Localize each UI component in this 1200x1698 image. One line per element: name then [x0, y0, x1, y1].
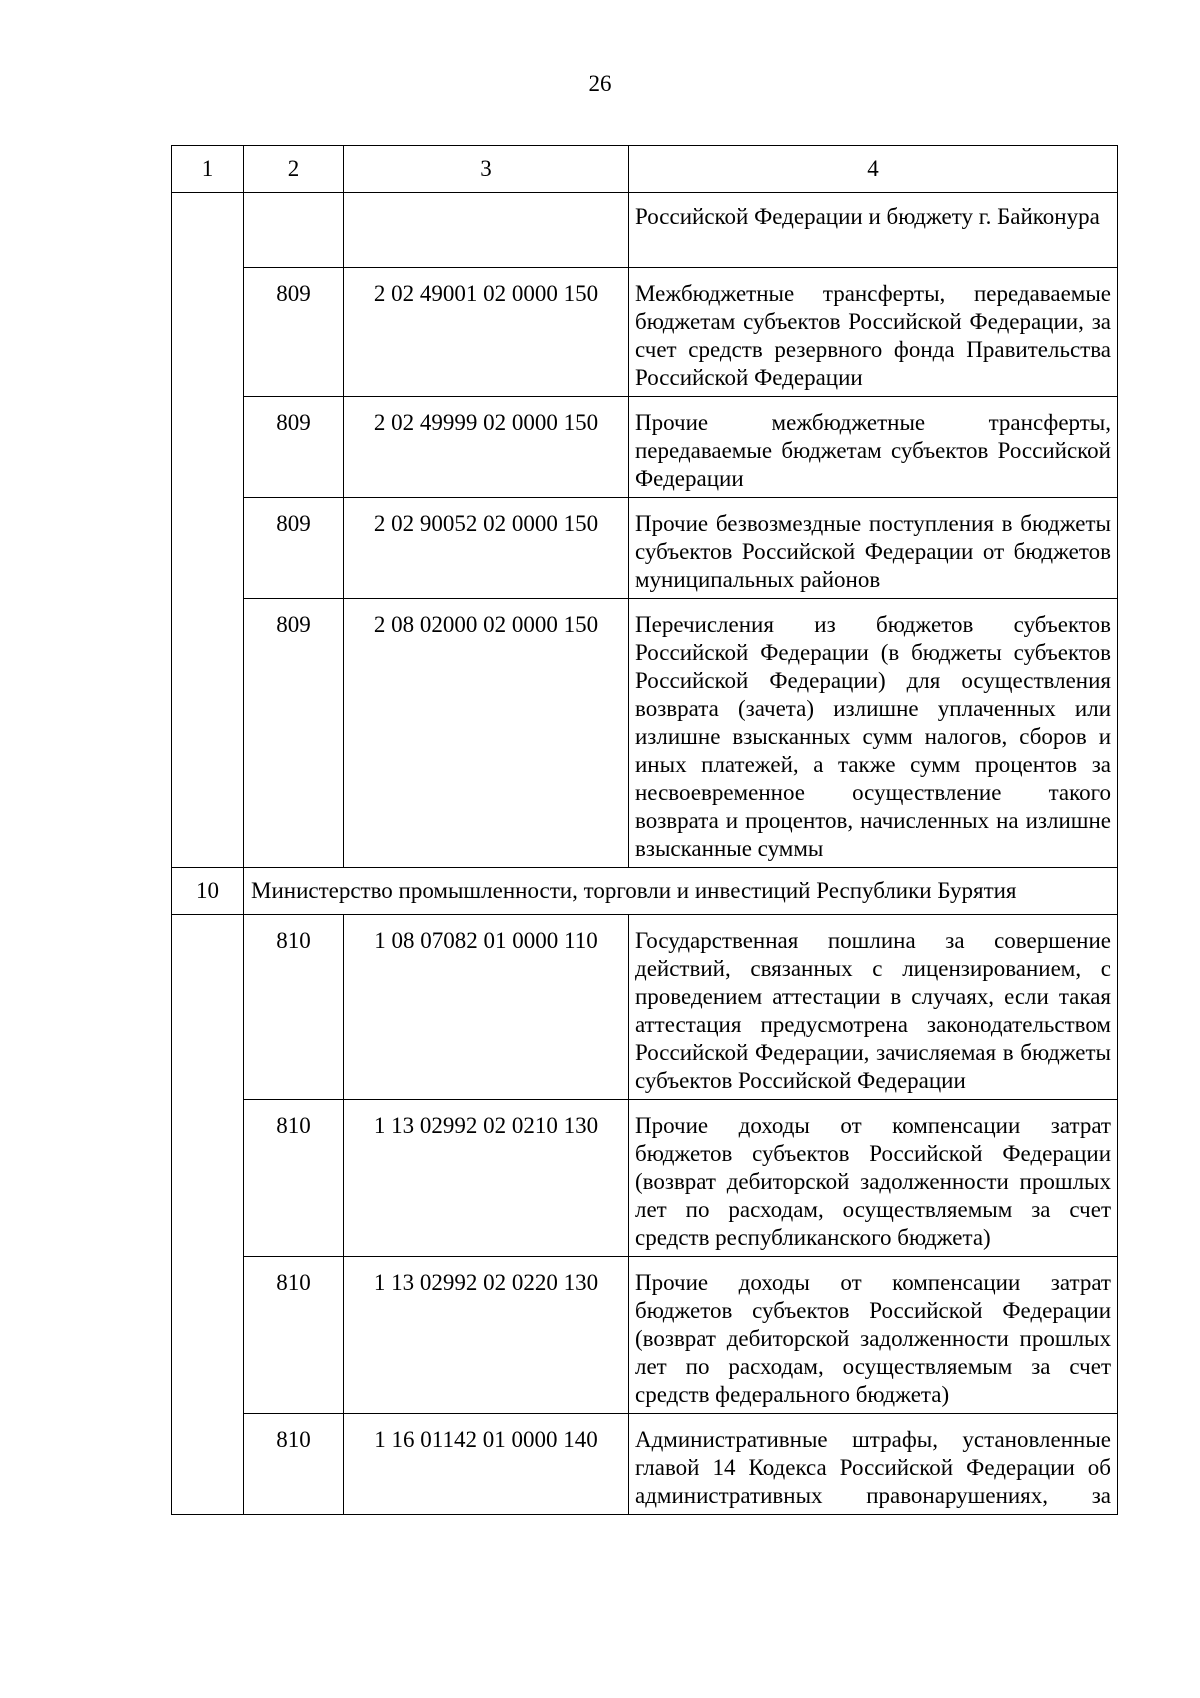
description-cell: Прочие доходы от компенсации затрат бюджетов субъектов Российской Федерации (возврат дебиторской задолженности прошлых лет по расходам, осуществляемым за счет средств федерального бюджета) [629, 1257, 1118, 1414]
revenue-code-cell: 2 08 02000 02 0000 150 [344, 599, 629, 868]
table-row [172, 1414, 1118, 1515]
table-row [172, 193, 1118, 268]
header-col-1: 1 [172, 146, 244, 193]
revenue-code-cell: 2 02 90052 02 0000 150 [344, 498, 629, 599]
revenue-code-cell [344, 193, 629, 268]
table-row [172, 1257, 1118, 1414]
admin-code-cell: 810 [244, 1414, 344, 1515]
revenue-code-cell: 1 08 07082 01 0000 110 [344, 915, 629, 1100]
revenue-code-cell: 1 13 02992 02 0210 130 [344, 1100, 629, 1257]
description-cell: Перечисления из бюджетов субъектов Российской Федерации (в бюджеты субъектов Российской Федерации) для осуществления возврата (зачета) излишне уплаченных или излишне взысканных сумм налогов, сборов и иных платежей, а также сумм процентов за несвоевременное осуществление такого возврата и процентов, начисленных на излишне взысканные суммы [629, 599, 1118, 868]
admin-code-cell [244, 193, 344, 268]
header-col-4: 4 [629, 146, 1118, 193]
table-header-row [172, 146, 1118, 193]
section-number-cell [172, 915, 244, 1515]
section-title: Министерство промышленности, торговли и инвестиций Республики Бурятия [244, 868, 1118, 915]
description-cell: Административные штрафы, установленные главой 14 Кодекса Российской Федерации об административных правонарушениях, за [629, 1414, 1118, 1515]
revenue-code-cell: 2 02 49001 02 0000 150 [344, 268, 629, 397]
table-row [172, 915, 1118, 1100]
description-cell: Прочие межбюджетные трансферты, передаваемые бюджетам субъектов Российской Федерации [629, 397, 1118, 498]
section-number: 10 [172, 868, 244, 915]
revenue-codes-table [171, 145, 1118, 1515]
description-cell: Межбюджетные трансферты, передаваемые бюджетам субъектов Российской Федерации, за счет средств резервного фонда Правительства Российской Федерации [629, 268, 1118, 397]
description-cell: Прочие безвозмездные поступления в бюджеты субъектов Российской Федерации от бюджетов муниципальных районов [629, 498, 1118, 599]
description-cell: Прочие доходы от компенсации затрат бюджетов субъектов Российской Федерации (возврат дебиторской задолженности прошлых лет по расходам, осуществляемым за счет средств республиканского бюджета) [629, 1100, 1118, 1257]
table-row [172, 268, 1118, 397]
admin-code-cell: 809 [244, 599, 344, 868]
table-row [172, 397, 1118, 498]
page-number: 26 [588, 71, 612, 96]
table-row [172, 498, 1118, 599]
revenue-code-cell: 1 16 01142 01 0000 140 [344, 1414, 629, 1515]
table-row [172, 1100, 1118, 1257]
admin-code-cell: 809 [244, 397, 344, 498]
admin-code-cell: 810 [244, 1257, 344, 1414]
header-col-3: 3 [344, 146, 629, 193]
table-row [172, 599, 1118, 868]
description-cell: Государственная пошлина за совершение действий, связанных с лицензированием, с проведением аттестации в случаях, если такая аттестация предусмотрена законодательством Российской Федерации, зачисляемая в бюджеты субъектов Российской Федерации [629, 915, 1118, 1100]
revenue-code-cell: 1 13 02992 02 0220 130 [344, 1257, 629, 1414]
admin-code-cell: 810 [244, 915, 344, 1100]
admin-code-cell: 809 [244, 498, 344, 599]
section-header-row [172, 868, 1118, 915]
section-number-cell [172, 193, 244, 868]
description-cell: Российской Федерации и бюджету г. Байконура [629, 193, 1118, 268]
header-col-2: 2 [244, 146, 344, 193]
admin-code-cell: 810 [244, 1100, 344, 1257]
revenue-code-cell: 2 02 49999 02 0000 150 [344, 397, 629, 498]
admin-code-cell: 809 [244, 268, 344, 397]
